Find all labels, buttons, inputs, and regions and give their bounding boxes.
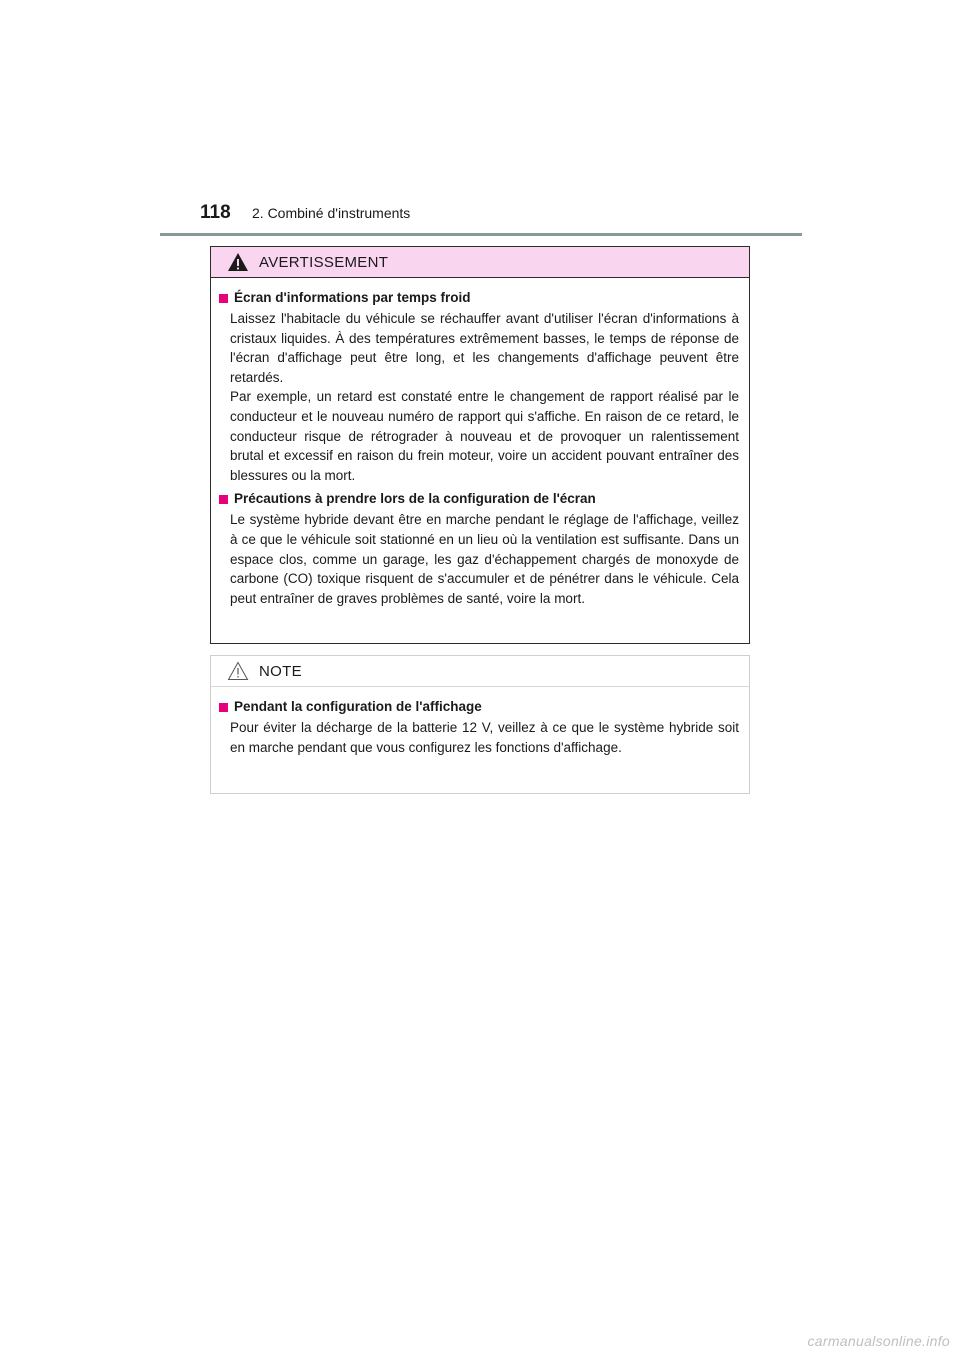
warning-title: AVERTISSEMENT <box>259 253 389 271</box>
section-heading-text: Précautions à prendre lors de la configuration de l'écran <box>234 491 596 507</box>
section-heading-text: Écran d'informations par temps froid <box>234 290 471 305</box>
section-title: 2. Combiné d'instruments <box>252 205 411 221</box>
warning-body <box>211 278 749 608</box>
paragraph: Par exemple, un retard est constaté entre le changement de rapport réalisé par le conducteur et le nouveau numéro de rapport qui s'affiche. En raison de ce retard, le conducteur risque de rétrograder à nouveau et de provoquer un ralentissement brutal et excessif en raison du frein moteur, voire un accident pouvant entraîner des blessures ou la mort. <box>230 389 739 483</box>
paragraph: Le système hybride devant être en marche pendant le réglage de l'affichage, veillez à ce que le véhicule soit stationné en un lieu où la ventilation est suffisante. Dans un espace clos, comme un garage, les gaz d'échappement chargés de monoxyde de carbone (CO) toxique risquent de s'accumuler et de pénétrer dans le véhicule. Cela peut entraîner de graves problèmes de santé, voire la mort. <box>230 512 739 606</box>
watermark: carmanualsonline.info <box>807 1333 950 1349</box>
warning-section-cold <box>219 288 739 485</box>
square-bullet-icon <box>219 703 228 712</box>
section-heading <box>219 697 739 717</box>
warning-triangle-icon <box>227 252 249 272</box>
warning-box <box>210 246 750 644</box>
page-header <box>200 202 410 224</box>
paragraph: Laissez l'habitacle du véhicule se réchauffer avant d'utiliser l'écran d'informations à cristaux liquides. À des températures extrêmement basses, le temps de réponse de l'écran d'affichage peut être long, et les changements d'affichage peuvent être retardés. <box>230 311 739 385</box>
square-bullet-icon <box>219 495 228 504</box>
warning-header <box>211 247 749 278</box>
note-body <box>211 687 749 757</box>
note-title: NOTE <box>259 662 302 680</box>
warning-triangle-outline-icon <box>227 661 249 681</box>
page-number: 118 <box>200 202 231 223</box>
paragraph: Pour éviter la décharge de la batterie 12 V, veillez à ce que le système hybride soit en marche pendant que vous configurez les fonctions d'affichage. <box>230 720 739 755</box>
section-heading-text: Pendant la configuration de l'affichage <box>234 699 482 714</box>
note-box <box>210 655 750 794</box>
note-header <box>211 656 749 687</box>
section-heading <box>219 288 739 308</box>
header-rule <box>160 233 802 236</box>
warning-section-config <box>219 489 739 608</box>
square-bullet-icon <box>219 294 228 303</box>
section-heading <box>219 489 739 509</box>
note-section-display <box>219 697 739 757</box>
